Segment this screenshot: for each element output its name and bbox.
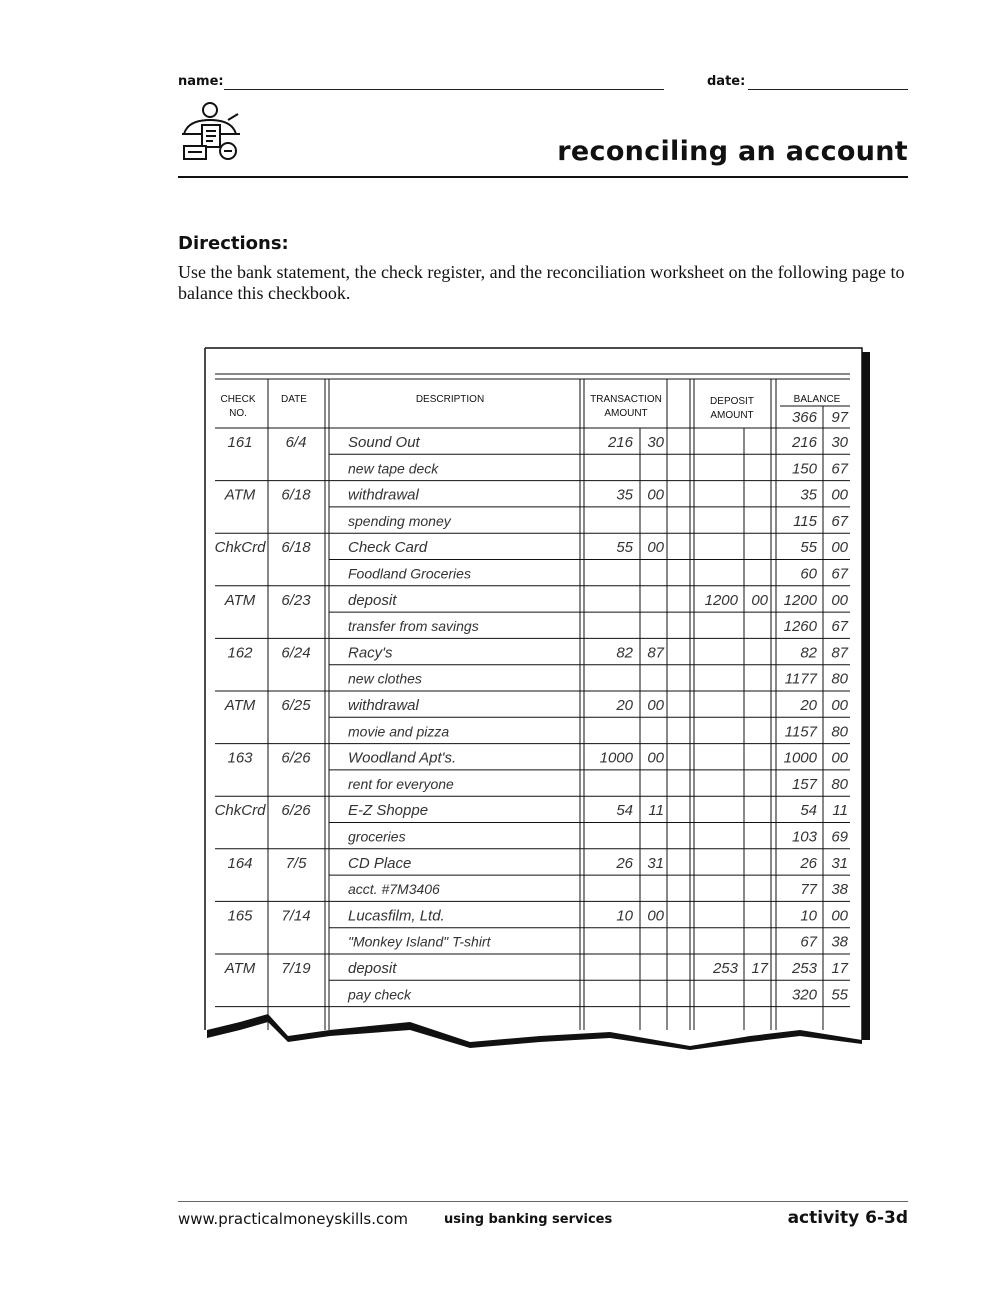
entry-description: Check Card — [348, 539, 428, 557]
entry-balance-dollars: 103 — [791, 828, 817, 846]
entry-note: transfer from savings — [348, 618, 479, 635]
date-label: date: — [707, 74, 746, 89]
footer-url[interactable]: www.practicalmoneyskills.com — [178, 1210, 409, 1228]
entry-date: 7/19 — [281, 960, 311, 977]
entry-balance-cents: 55 — [831, 986, 848, 1004]
entry-check-number: ATM — [224, 697, 256, 714]
entry-transaction-dollars: 20 — [616, 697, 633, 714]
entry-note: new clothes — [348, 670, 422, 687]
entry-transaction-dollars: 26 — [616, 854, 633, 872]
entry-balance-dollars: 115 — [793, 512, 817, 530]
entry-deposit-dollars: 1200 — [704, 591, 738, 609]
entry-transaction-cents: 00 — [647, 697, 664, 714]
entry-subtract-cents: 31 — [831, 854, 848, 872]
entry-note: rent for everyone — [348, 775, 454, 792]
entry-balance-dollars: 150 — [791, 460, 817, 478]
entry-description: CD Place — [348, 854, 412, 872]
entry-check-number: 163 — [227, 749, 253, 767]
entry-transaction-dollars: 10 — [616, 907, 633, 925]
entry-transaction-cents: 00 — [647, 907, 664, 925]
entry-transaction-cents: 00 — [647, 539, 664, 557]
entry-date: 7/5 — [285, 854, 307, 872]
entry-subtract-dollars: 20 — [800, 697, 817, 714]
entry-date: 6/25 — [281, 697, 311, 714]
entry-subtract-dollars: 10 — [800, 907, 817, 925]
entry-description: Lucasfilm, Ltd. — [348, 907, 445, 925]
opening-balance-cents: 97 — [831, 409, 848, 426]
opening-balance-dollars: 366 — [791, 409, 817, 426]
entry-subtract-cents: 87 — [831, 644, 848, 662]
directions-text: Use the bank statement, the check register, and the reconciliation worksheet on the following page to balance this checkbook. — [178, 262, 905, 303]
entry-subtract-cents: 00 — [831, 749, 848, 767]
entry-note: pay check — [348, 986, 412, 1003]
entry-date: 6/4 — [285, 434, 307, 451]
entry-subtract-cents: 00 — [831, 697, 848, 714]
entry-subtract-cents: 00 — [831, 539, 848, 557]
entry-check-number: 162 — [227, 644, 253, 662]
entry-transaction-cents: 00 — [647, 486, 664, 504]
entry-transaction-dollars: 55 — [616, 539, 633, 557]
entry-description: E-Z Shoppe — [348, 802, 429, 820]
entry-description: Racy's — [348, 644, 393, 662]
entry-subtract-dollars: 54 — [800, 802, 817, 820]
entry-balance-cents: 38 — [831, 933, 848, 951]
col-header-deposit-amount: AMOUNT — [710, 410, 754, 421]
entry-check-number: ATM — [224, 591, 256, 609]
entry-balance-cents: 67 — [831, 618, 848, 636]
col-header-check-no: NO. — [229, 408, 247, 419]
entry-date: 6/24 — [281, 644, 311, 662]
entry-transaction-cents: 00 — [647, 749, 664, 767]
entry-subtract-dollars: 35 — [800, 486, 817, 504]
entry-subtract-dollars: 216 — [791, 434, 817, 451]
col-header-date: DATE — [281, 394, 307, 405]
entry-subtract-cents: 00 — [831, 907, 848, 925]
entry-transaction-cents: 87 — [647, 644, 664, 662]
col-header-deposit: DEPOSIT — [710, 396, 754, 407]
entry-deposit-dollars: 253 — [712, 960, 738, 977]
entry-balance-dollars: 157 — [791, 775, 817, 793]
entry-transaction-cents: 11 — [648, 802, 664, 820]
col-header-description: DESCRIPTION — [415, 394, 485, 405]
entry-subtract-dollars: 253 — [791, 960, 817, 977]
footer-subject: using banking services — [444, 1212, 613, 1227]
entry-check-number: 165 — [227, 907, 253, 925]
footer-rule — [178, 1201, 908, 1202]
entry-transaction-dollars: 54 — [616, 802, 633, 820]
entry-date: 6/18 — [281, 539, 311, 557]
entry-note: acct. #7M3406 — [348, 881, 440, 898]
entry-balance-dollars: 320 — [791, 986, 817, 1004]
entry-subtract-dollars: 1000 — [783, 749, 817, 767]
entry-balance-cents: 80 — [831, 723, 848, 741]
entry-transaction-dollars: 216 — [607, 434, 633, 451]
entry-subtract-cents: 11 — [832, 802, 848, 820]
entry-check-number: ATM — [224, 960, 256, 977]
entry-balance-dollars: 77 — [800, 881, 817, 899]
entry-balance-dollars: 67 — [800, 933, 817, 951]
entry-note: movie and pizza — [348, 723, 450, 740]
entry-check-number: 161 — [227, 434, 253, 451]
entry-date: 6/18 — [281, 486, 311, 504]
entry-date: 7/14 — [281, 907, 311, 925]
col-header-transaction: TRANSACTION — [590, 394, 662, 405]
entry-date: 6/26 — [281, 802, 311, 820]
col-header-balance: BALANCE — [793, 394, 841, 405]
entry-subtract-cents: 17 — [831, 960, 848, 977]
entry-deposit-cents: 00 — [751, 591, 768, 609]
entry-description: withdrawal — [348, 697, 419, 714]
entry-balance-cents: 69 — [831, 828, 848, 846]
entry-note: groceries — [348, 828, 406, 845]
entry-subtract-cents: 00 — [831, 591, 848, 609]
entry-balance-dollars: 1260 — [783, 618, 817, 636]
entry-description: deposit — [348, 591, 397, 609]
entry-balance-cents: 67 — [831, 460, 848, 478]
entry-balance-cents: 67 — [831, 565, 848, 583]
entry-balance-dollars: 1157 — [784, 723, 817, 741]
entry-description: Woodland Apt's. — [348, 749, 457, 767]
entry-description: withdrawal — [348, 486, 419, 504]
entry-description: Sound Out — [348, 434, 420, 451]
entry-note: "Monkey Island" T-shirt — [348, 933, 491, 950]
entry-description: deposit — [348, 960, 397, 977]
entry-subtract-dollars: 82 — [800, 644, 817, 662]
entry-transaction-cents: 31 — [647, 854, 664, 872]
entry-date: 6/23 — [281, 591, 311, 609]
entry-subtract-dollars: 1200 — [783, 591, 817, 609]
entry-check-number: ChkCrd — [214, 802, 266, 820]
entry-subtract-cents: 30 — [831, 434, 848, 451]
entry-subtract-dollars: 55 — [800, 539, 817, 557]
entry-check-number: 164 — [227, 854, 253, 872]
entry-transaction-dollars: 1000 — [599, 749, 633, 767]
entry-subtract-dollars: 26 — [800, 854, 817, 872]
entry-balance-cents: 80 — [831, 670, 848, 688]
entry-date: 6/26 — [281, 749, 311, 767]
entry-transaction-dollars: 82 — [616, 644, 633, 662]
col-header-transaction-amount: AMOUNT — [604, 408, 648, 419]
col-header-check: CHECK — [220, 394, 256, 405]
directions-heading: Directions: — [178, 233, 289, 254]
entry-check-number: ATM — [224, 486, 256, 504]
entry-transaction-dollars: 35 — [616, 486, 633, 504]
entry-balance-cents: 67 — [831, 512, 848, 530]
entry-check-number: ChkCrd — [214, 539, 266, 557]
entry-transaction-cents: 30 — [647, 434, 664, 451]
entry-note: new tape deck — [348, 460, 439, 477]
entry-subtract-cents: 00 — [831, 486, 848, 504]
entry-balance-dollars: 60 — [800, 565, 817, 583]
entry-note: spending money — [348, 512, 451, 529]
page-title: reconciling an account — [557, 136, 908, 167]
entry-balance-cents: 80 — [831, 775, 848, 793]
entry-note: Foodland Groceries — [348, 565, 471, 582]
name-label: name: — [178, 74, 224, 89]
entry-balance-cents: 38 — [831, 881, 848, 899]
entry-deposit-cents: 17 — [751, 960, 768, 977]
entry-balance-dollars: 1177 — [784, 670, 817, 688]
footer-activity: activity 6-3d — [787, 1208, 908, 1228]
